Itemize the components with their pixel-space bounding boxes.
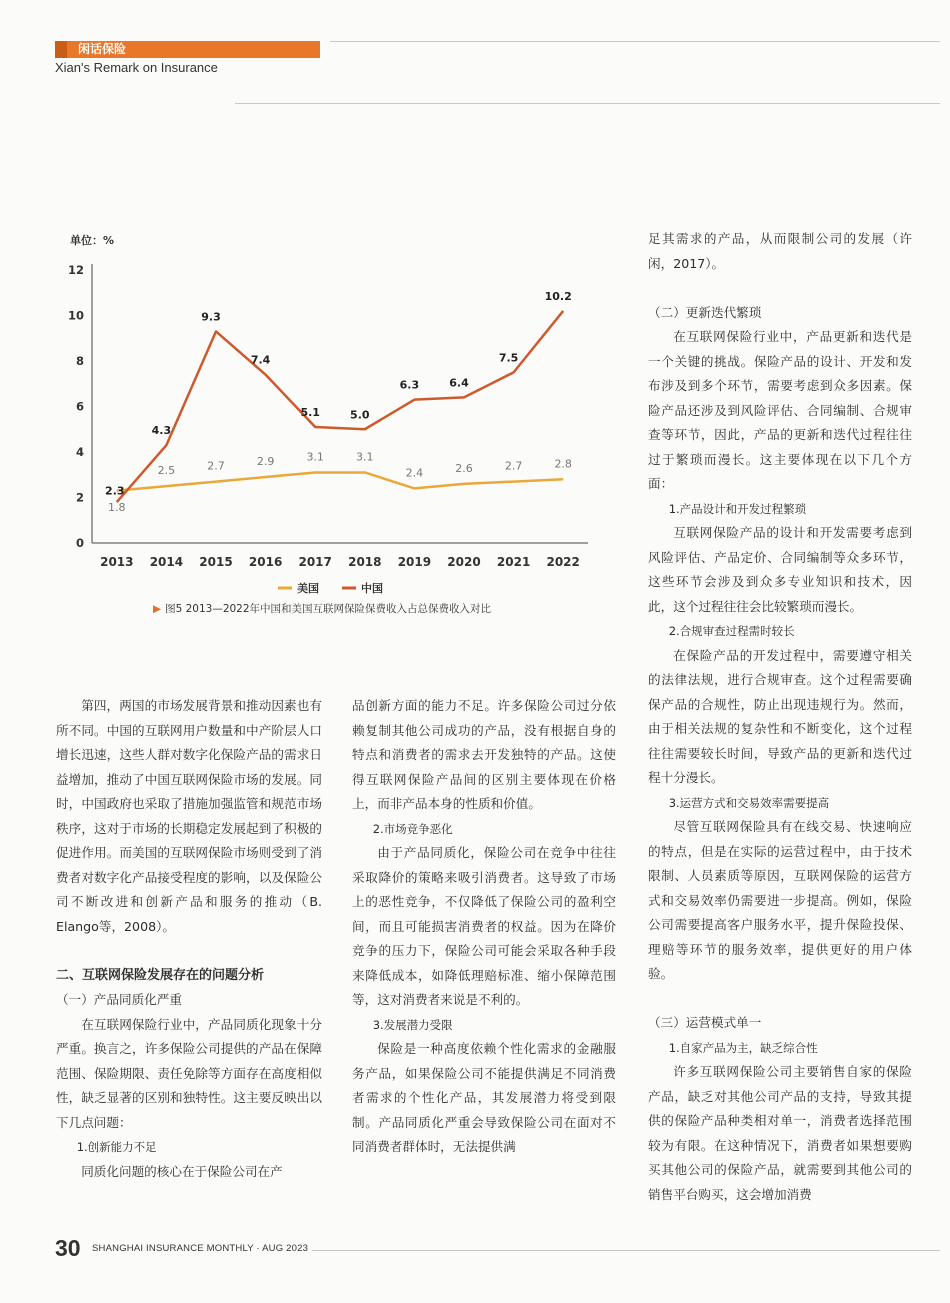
y-tick-label: 8 bbox=[75, 354, 84, 368]
data-label-cn: 6.4 bbox=[449, 376, 469, 390]
data-label-cn: 7.4 bbox=[250, 353, 271, 367]
chart-legend bbox=[278, 581, 383, 595]
data-label-us: 3.1 bbox=[306, 450, 324, 464]
y-tick-label: 2 bbox=[75, 490, 84, 505]
data-label-us: 2.9 bbox=[256, 455, 275, 469]
spacer bbox=[648, 276, 912, 301]
data-label-cn: 4.3 bbox=[151, 424, 172, 438]
paragraph: 在保险产品的开发过程中，需要遵守相关的法律法规，进行合规审查。这个过程需要确保产品的合规性，防止出现违规行为。然而，由于相关法规的复杂性和不断变化，这个过程往往需要较长时间，导致产品的更新和迭代过程十分漫长。 bbox=[648, 647, 912, 785]
series-line-us bbox=[117, 472, 563, 490]
spacer bbox=[648, 987, 912, 1012]
y-tick-label: 6 bbox=[75, 399, 84, 414]
data-label-us: 2.7 bbox=[207, 459, 225, 473]
y-tick-label: 12 bbox=[67, 263, 84, 277]
data-label-cn: 2.3 bbox=[105, 484, 125, 498]
data-label-cn: 10.2 bbox=[544, 289, 572, 303]
column-1 bbox=[56, 694, 322, 1184]
paragraph: 尽管互联网保险具有在线交易、快速响应的特点，但是在实际的运营过程中，由于技术限制、人员素质等原因，互联网保险的运营方式和交易效率仍需要进一步提高。例如，保险公司需要提高客户服务水平，提升保险投保、理赔等环节的服务效率，提供更好的用户体验。 bbox=[648, 819, 912, 981]
data-label-cn: 9.3 bbox=[201, 310, 221, 324]
paragraph: 互联网保险产品的设计和开发需要考虑到风险评估、产品定价、合同编制等众多环节，这些环节会涉及到众多专业知识和技术，因此，这个过程往往会比较繁琐而漫长。 bbox=[648, 525, 912, 614]
data-label-cn: 6.3 bbox=[399, 378, 420, 392]
caption-triangle-icon: ▶ bbox=[153, 603, 162, 615]
x-tick-label: 2018 bbox=[348, 555, 382, 569]
y-tick-label: 4 bbox=[75, 445, 84, 459]
header-category: 闲话保险 bbox=[78, 42, 127, 56]
journal-name: SHANGHAI INSURANCE MONTHLY · AUG 2023 bbox=[92, 1243, 309, 1254]
legend-label: 中国 bbox=[361, 582, 383, 595]
data-label-us: 2.8 bbox=[554, 457, 572, 471]
data-label-cn: 7.5 bbox=[498, 351, 519, 365]
y-axis bbox=[68, 263, 92, 550]
header-rule bbox=[330, 41, 940, 42]
page-number: 30 bbox=[55, 1235, 81, 1261]
x-tick-label: 2017 bbox=[298, 555, 332, 569]
column-2 bbox=[352, 694, 616, 1160]
legend-label: 美国 bbox=[297, 582, 319, 595]
column-3 bbox=[648, 227, 912, 1207]
paragraph: 在互联网保险行业中，产品同质化现象十分严重。换言之，许多保险公司提供的产品在保障范围、保险期限、责任免除等方面存在高度相似性，缺乏显著的区别和独特性。这主要反映出以下几点问题： bbox=[56, 1016, 322, 1130]
y-tick-label: 0 bbox=[75, 536, 84, 550]
data-label-us: 3.1 bbox=[356, 450, 374, 464]
subheading: 1.自家产品为主，缺乏综合性 bbox=[668, 1040, 818, 1055]
subheading: 1.创新能力不足 bbox=[76, 1140, 157, 1154]
data-labels bbox=[105, 290, 572, 514]
x-tick-label: 2014 bbox=[149, 555, 184, 569]
subsection-heading: （二）更新迭代繁琐 bbox=[648, 304, 762, 320]
series-lines bbox=[117, 311, 563, 502]
spacer bbox=[56, 939, 322, 964]
data-label-us: 2.5 bbox=[157, 464, 176, 478]
chart-unit-label: 单位：% bbox=[70, 234, 115, 247]
figure-caption-text: 图5 2013—2022年中国和美国互联网保险保费收入占总保费收入对比 bbox=[165, 603, 492, 615]
x-tick-label: 2013 bbox=[100, 555, 134, 569]
y-tick-label: 10 bbox=[67, 308, 84, 323]
subheading: 1.产品设计和开发过程繁琐 bbox=[668, 501, 807, 516]
data-label-cn: 5.0 bbox=[350, 408, 370, 422]
x-tick-label: 2022 bbox=[546, 555, 580, 569]
subheading: 3.运营方式和交易效率需要提高 bbox=[668, 795, 830, 810]
paragraph: 由于产品同质化，保险公司在竞争中往往采取降价的策略来吸引消费者。这导致了市场上的恶性竞争，不仅降低了保险公司的盈利空间，而且可能损害消费者的权益。因为在降价竞争的压力下，保险公司可能会采取各种手段来降低成本，如降低理赔标准、缩小保障范围等，这对消费者来说是不利的。 bbox=[352, 845, 616, 1007]
line-chart bbox=[60, 228, 620, 628]
x-tick-label: 2020 bbox=[447, 555, 481, 569]
header-category-stripe bbox=[55, 41, 67, 58]
section-heading: 二、互联网保险发展存在的问题分析 bbox=[56, 967, 265, 983]
subsection-heading: （三）运营模式单一 bbox=[648, 1015, 762, 1030]
paragraph: 品创新方面的能力不足。许多保险公司过分依赖复制其他公司成功的产品，没有根据自身的特点和消费者的需求去开发独特的产品。这使得互联网保险产品间的区别主要体现在价格上，而非产品本身的性质和价值。 bbox=[352, 698, 616, 811]
x-tick-label: 2019 bbox=[397, 555, 432, 569]
data-label-us: 2.4 bbox=[405, 466, 424, 480]
x-tick-label: 2016 bbox=[248, 555, 283, 569]
subheading: 3.发展潜力受限 bbox=[372, 1017, 453, 1032]
subsection-heading: （一）产品同质化严重 bbox=[56, 992, 182, 1007]
paragraph: 足其需求的产品，从而限制公司的发展（许闲，2017）。 bbox=[648, 231, 912, 271]
paragraph: 许多互联网保险公司主要销售自家的保险产品，缺乏对其他公司产品的支持，导致其提供的保险产品种类相对单一，消费者选择范围较为有限。在这种情况下，消费者如果想要购买其他公司的保险产品，就需要到其他公司的销售平台购买，这会增加消费 bbox=[648, 1064, 912, 1202]
header-rule-lower bbox=[235, 103, 940, 104]
data-label-us: 2.7 bbox=[504, 459, 523, 473]
data-label-us: 1.8 bbox=[108, 501, 126, 515]
x-tick-label: 2021 bbox=[496, 555, 531, 569]
subheading: 2.市场竞争恶化 bbox=[372, 821, 453, 836]
data-label-cn: 5.1 bbox=[300, 405, 320, 419]
paragraph: 在互联网保险行业中，产品更新和迭代是一个关键的挑战。保险产品的设计、开发和发布涉及到多个环节，需要考虑到众多因素。保险产品还涉及到风险评估、合同编制、合规审查等环节，因此，产品的更新和迭代过程往往过于繁琐而漫长。这主要体现在以下几个方面： bbox=[648, 329, 912, 491]
header-english-title: Xian's Remark on Insurance bbox=[55, 60, 218, 75]
figure-caption bbox=[153, 601, 491, 616]
data-label-us: 2.6 bbox=[455, 461, 473, 475]
paragraph: 保险是一种高度依赖个性化需求的金融服务产品，如果保险公司不能提供满足不同消费者需求的个性化产品，其发展潜力将受到限制。产品同质化严重会导致保险公司在面对不同消费者群体时，无法提供满 bbox=[352, 1041, 616, 1154]
paragraph: 同质化问题的核心在于保险公司在产 bbox=[81, 1163, 283, 1179]
subheading: 2.合规审查过程需时较长 bbox=[668, 624, 795, 638]
paragraph: 第四，两国的市场发展背景和推动因素也有所不同。中国的互联网用户数量和中产阶层人口增长迅速，这些人群对数字化保险产品的需求日益增加，推动了中国互联网保险市场的发展。同时，中国政府也采取了措施加强监管和规范市场秩序，这对于市场的长期稳定发展起到了积极的促进作用。而美国的互联网保险市场则受到了消费者对数字化产品接受程度的影响，以及保险公司不断改进和创新产品和服务的推动（B. Elango等，2008）。 bbox=[56, 698, 322, 934]
footer-rule bbox=[312, 1250, 940, 1251]
x-tick-label: 2015 bbox=[199, 555, 233, 569]
x-axis bbox=[92, 543, 588, 569]
